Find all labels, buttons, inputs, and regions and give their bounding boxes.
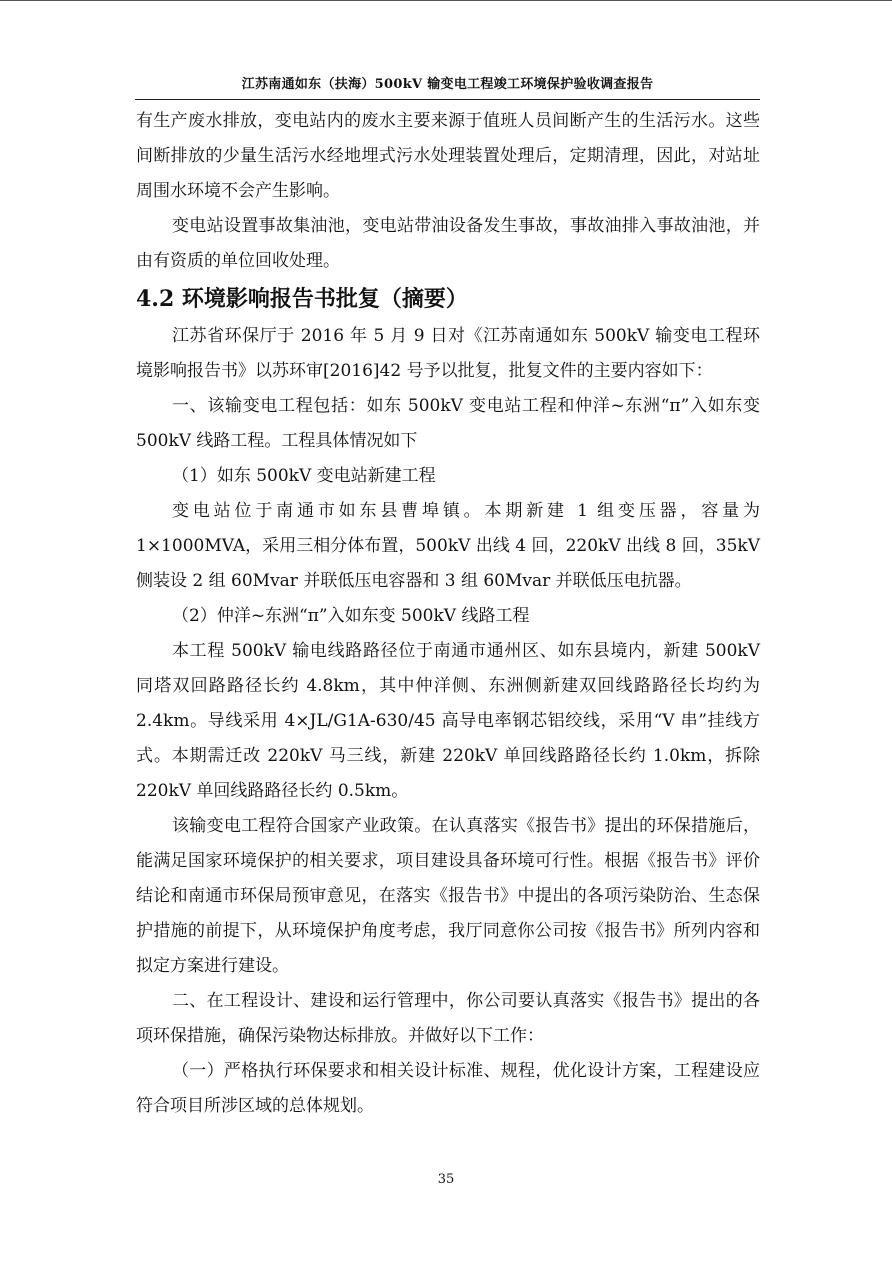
- report-header-title: 江苏南通如东（扶海）500kV 输变电工程竣工环境保护验收调查报告: [241, 77, 654, 92]
- page-body: [136, 104, 760, 1124]
- paragraph-policy-compliance: 该输变电工程符合国家产业政策。在认真落实《报告书》提出的环保措施后，能满足国家环境保护的相关要求，项目建设具备环境可行性。根据《报告书》评价结论和南通市环保局预审意见，在落实《报告书》中提出的各项污染防治、生态保护措施的前提下，从环境保护角度考虑，我厅同意你公司按《报告书》所列内容和拟定方案进行建设。: [136, 816, 760, 976]
- paragraph-oil-pool: 变电站设置事故集油池，变电站带油设备发生事故，事故油排入事故油池，并由有资质的单位回收处理。: [136, 216, 760, 271]
- paragraph-requirements-intro: 二、在工程设计、建设和运行管理中，你公司要认真落实《报告书》提出的各项环保措施，确保污染物达标排放。并做好以下工作：: [136, 991, 760, 1046]
- paragraph-approval-intro: 江苏省环保厅于 2016 年 5 月 9 日对《江苏南通如东 500kV 输变电工程环境影响报告书》以苏环审[2016]42 号予以批复，批复文件的主要内容如下：: [136, 326, 760, 381]
- page-top-edge: [0, 0, 892, 1]
- page-number: 35: [437, 1172, 455, 1187]
- paragraph-substation-details: 变电站位于南通市如东县曹埠镇。本期新建 1 组变压器，容量为 1×1000MVA，采用三相分体布置，500kV 出线 4 回，220kV 出线 8 回，35kV 侧装设 2 组 60Mvar 并联低压电容器和 3 组 60Mvar 并联低压电抗器。: [136, 501, 760, 591]
- paragraph-requirement-1: （一）严格执行环保要求和相关设计标准、规程，优化设计方案，工程建设应符合项目所涉区域的总体规划。: [136, 1061, 760, 1116]
- subheading-line-project: （2）仲洋~东洲“π”入如东变 500kV 线路工程: [172, 606, 530, 626]
- paragraph-line-details: 本工程 500kV 输电线路路径位于南通市通州区、如东县境内，新建 500kV 同塔双回路路径长约 4.8km，其中仲洋侧、东洲侧新建双回线路路径长均约为 2.4km。导线采用 4×JL/G1A-630/45 高导电率钢芯铝绞线，采用“V 串”挂线方式。本期需迁改 220kV 马三线，新建 220kV 单回线路路径长约 1.0km，拆除 220kV 单回线路路径长约 0.5km。: [136, 641, 760, 801]
- subheading-substation: （1）如东 500kV 变电站新建工程: [172, 466, 436, 486]
- paragraph-project-scope: 一、该输变电工程包括：如东 500kV 变电站工程和仲洋~东洲“π”入如东变 500kV 线路工程。工程具体情况如下: [136, 396, 760, 451]
- section-heading-4-2: 4.2 环境影响报告书批复（摘要）: [136, 286, 468, 312]
- header-divider: [135, 99, 760, 100]
- paragraph-wastewater: 有生产废水排放，变电站内的废水主要来源于值班人员间断产生的生活污水。这些间断排放的少量生活污水经地埋式污水处理装置处理后，定期清理，因此，对站址周围水环境不会产生影响。: [136, 111, 760, 201]
